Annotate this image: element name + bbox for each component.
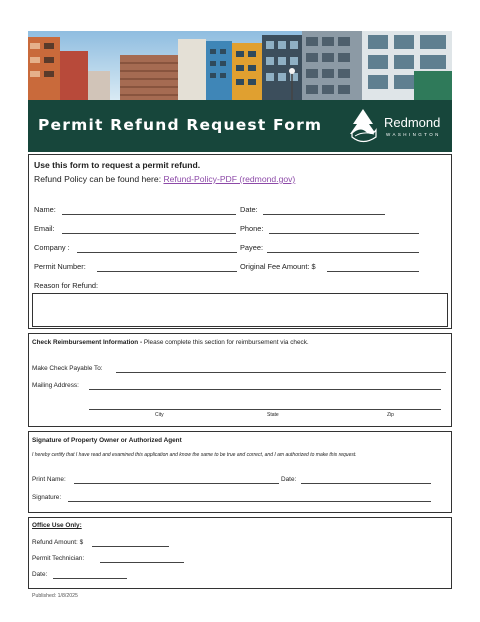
- policy-link[interactable]: Refund-Policy-PDF (redmond.gov): [163, 174, 296, 184]
- email-field[interactable]: [62, 233, 236, 234]
- reason-textarea[interactable]: [32, 293, 448, 327]
- section3-heading: Signature of Property Owner or Authorized Agent: [32, 437, 182, 444]
- policy-text: [34, 174, 295, 184]
- signature-section: [28, 431, 452, 513]
- date-field[interactable]: [263, 214, 385, 215]
- check-reimbursement-section: [28, 333, 452, 427]
- name-field[interactable]: [62, 214, 236, 215]
- published-date: Published: 1/8/2025: [32, 593, 78, 599]
- office-date-field[interactable]: [53, 578, 127, 579]
- payable-field[interactable]: [116, 372, 446, 373]
- page-title: Permit Refund Request Form: [38, 116, 323, 134]
- signature-label: Signature:: [32, 494, 62, 501]
- section4-heading: Office Use Only:: [32, 522, 82, 529]
- payee-label: Payee:: [240, 243, 264, 252]
- sign-date-label: Date:: [281, 476, 297, 483]
- section2-heading: [32, 339, 309, 346]
- permit-number-field[interactable]: [97, 271, 237, 272]
- logo-subtitle: WASHINGTON: [386, 132, 441, 137]
- permit-number-label: Permit Number:: [34, 262, 86, 271]
- city-logo: [346, 106, 446, 146]
- phone-field[interactable]: [269, 233, 419, 234]
- section2-instructions: Please complete this section for reimbursement via check.: [142, 339, 309, 346]
- company-label: Company :: [34, 243, 70, 252]
- certify-text: I hereby certify that I have read and examined this application and know the same to be true and correct, and I am authorized to make this request.: [32, 452, 357, 458]
- company-field[interactable]: [77, 252, 237, 253]
- office-date-label: Date:: [32, 571, 48, 578]
- section2-title: Check Reimbursement Information -: [32, 339, 143, 346]
- office-use-section: [28, 517, 452, 589]
- building-photo: [28, 31, 452, 100]
- payee-field[interactable]: [267, 252, 419, 253]
- city-state-zip-field[interactable]: [89, 409, 441, 410]
- mailing-label: Mailing Address:: [32, 382, 79, 389]
- fee-amount-label: Original Fee Amount: $: [240, 262, 316, 271]
- zip-label: Zip: [387, 412, 394, 418]
- technician-field[interactable]: [100, 562, 184, 563]
- sign-date-field[interactable]: [301, 483, 431, 484]
- refund-amount-field[interactable]: [92, 546, 169, 547]
- header-photo: [28, 31, 452, 100]
- payable-label: Make Check Payable To:: [32, 365, 103, 372]
- print-name-field[interactable]: [74, 483, 279, 484]
- email-label: Email:: [34, 224, 55, 233]
- fee-amount-field[interactable]: [327, 271, 419, 272]
- reason-label: Reason for Refund:: [34, 281, 99, 290]
- name-label: Name:: [34, 205, 56, 214]
- phone-label: Phone:: [240, 224, 264, 233]
- print-name-label: Print Name:: [32, 476, 66, 483]
- state-label: State: [267, 412, 279, 418]
- refund-amount-label: Refund Amount: $: [32, 539, 84, 546]
- policy-label: Refund Policy can be found here:: [34, 174, 164, 184]
- signature-field[interactable]: [68, 501, 431, 502]
- logo-name: Redmond: [384, 115, 441, 130]
- date-label: Date:: [240, 205, 258, 214]
- city-label: City: [155, 412, 164, 418]
- mailing-field[interactable]: [89, 389, 441, 390]
- section1-heading: Use this form to request a permit refund.: [34, 160, 201, 170]
- request-section: [28, 154, 452, 329]
- title-banner: [28, 100, 452, 152]
- technician-label: Permit Technician:: [32, 555, 85, 562]
- redmond-logo-icon: [346, 106, 380, 146]
